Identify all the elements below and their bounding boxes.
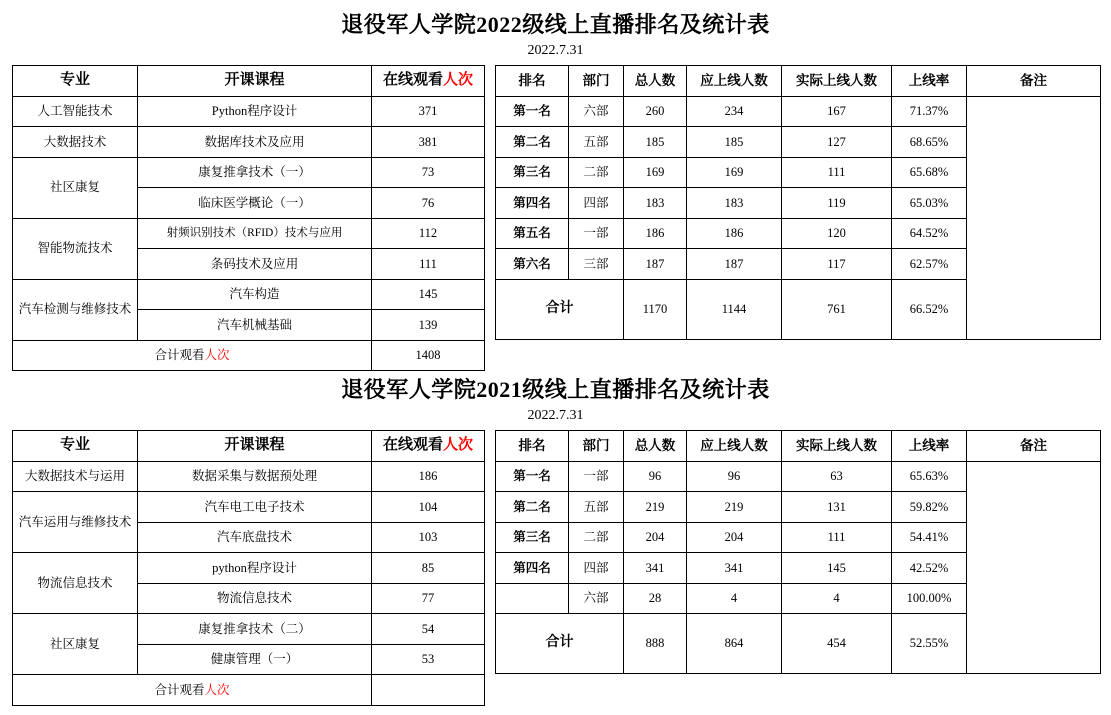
rank-label	[496, 583, 569, 614]
total-views-label-unit: 人次	[204, 348, 230, 363]
major-ai: 人工智能技术	[13, 96, 138, 127]
dept-name: 一部	[569, 218, 624, 249]
col-views-unit: 人次	[443, 437, 474, 454]
total-views-value	[372, 675, 485, 706]
major-bigdata: 大数据技术	[13, 127, 138, 158]
table-footer-row	[13, 675, 485, 706]
col-total: 总人数	[624, 431, 687, 462]
major-logistics-info: 物流信息技术	[13, 553, 138, 614]
major-smart-logistics: 智能物流技术	[13, 218, 138, 279]
summary-label: 合计	[496, 279, 624, 339]
table-row	[13, 614, 485, 645]
summary-rate: 66.52%	[892, 279, 967, 339]
total-people: 260	[624, 96, 687, 127]
views-count: 76	[372, 188, 485, 219]
actual-online: 145	[782, 553, 892, 584]
summary-label: 合计	[496, 614, 624, 674]
actual-online: 127	[782, 127, 892, 158]
course-name: 康复推拿技术（一）	[138, 157, 372, 188]
views-count: 54	[372, 614, 485, 645]
summary-actual: 761	[782, 279, 892, 339]
table-header-row	[13, 431, 485, 462]
should-online: 204	[687, 522, 782, 553]
actual-online: 117	[782, 249, 892, 280]
major-bigdata-application: 大数据技术与运用	[13, 461, 138, 492]
views-count: 112	[372, 218, 485, 249]
total-people: 185	[624, 127, 687, 158]
online-rate: 65.63%	[892, 461, 967, 492]
col-rank: 排名	[496, 431, 569, 462]
table-row	[13, 218, 485, 249]
course-name: 汽车构造	[138, 279, 372, 310]
dept-name: 二部	[569, 522, 624, 553]
course-name: 条码技术及应用	[138, 249, 372, 280]
total-views-value: 1408	[372, 340, 485, 371]
rank-label: 第三名	[496, 157, 569, 188]
total-people: 28	[624, 583, 687, 614]
total-people: 169	[624, 157, 687, 188]
rank-label: 第六名	[496, 249, 569, 280]
views-count: 103	[372, 522, 485, 553]
should-online: 183	[687, 188, 782, 219]
online-rate: 71.37%	[892, 96, 967, 127]
online-rate: 65.68%	[892, 157, 967, 188]
major-auto-maintenance: 汽车检测与维修技术	[13, 279, 138, 340]
course-name: 临床医学概论（一）	[138, 188, 372, 219]
table-header-row	[496, 431, 1101, 462]
col-note: 备注	[967, 66, 1101, 97]
rank-label: 第一名	[496, 96, 569, 127]
total-people: 219	[624, 492, 687, 523]
report-block-2021	[0, 365, 1111, 715]
actual-online: 119	[782, 188, 892, 219]
dept-name: 五部	[569, 127, 624, 158]
online-rate: 54.41%	[892, 522, 967, 553]
course-name: 数据库技术及应用	[138, 127, 372, 158]
col-views	[372, 431, 485, 462]
dept-name: 五部	[569, 492, 624, 523]
should-online: 187	[687, 249, 782, 280]
should-online: 186	[687, 218, 782, 249]
should-online: 4	[687, 583, 782, 614]
table-row	[13, 492, 485, 523]
rank-label: 第四名	[496, 188, 569, 219]
rank-label: 第三名	[496, 522, 569, 553]
course-name: 汽车底盘技术	[138, 522, 372, 553]
rank-label: 第四名	[496, 553, 569, 584]
col-views-unit: 人次	[443, 72, 474, 89]
col-major: 专业	[13, 431, 138, 462]
online-rate: 68.65%	[892, 127, 967, 158]
major-auto-application: 汽车运用与维修技术	[13, 492, 138, 553]
course-name: 物流信息技术	[138, 583, 372, 614]
views-count: 139	[372, 310, 485, 341]
summary-total: 1170	[624, 279, 687, 339]
should-online: 169	[687, 157, 782, 188]
dept-name: 四部	[569, 188, 624, 219]
total-views-label-text: 合计观看	[154, 682, 205, 697]
total-people: 96	[624, 461, 687, 492]
rank-label: 第二名	[496, 127, 569, 158]
ranking-table-2021	[495, 430, 1101, 674]
col-major: 专业	[13, 66, 138, 97]
page-subtitle-2021: 2022.7.31	[527, 408, 584, 423]
col-views-label: 在线观看	[382, 72, 443, 89]
table-row	[13, 96, 485, 127]
online-rate: 42.52%	[892, 553, 967, 584]
course-name: 汽车电工电子技术	[138, 492, 372, 523]
total-views-label-unit: 人次	[204, 682, 230, 697]
actual-online: 120	[782, 218, 892, 249]
should-online: 96	[687, 461, 782, 492]
should-online: 341	[687, 553, 782, 584]
dept-name: 六部	[569, 583, 624, 614]
course-name: 汽车机械基础	[138, 310, 372, 341]
views-count: 381	[372, 127, 485, 158]
online-rate: 62.57%	[892, 249, 967, 280]
total-people: 204	[624, 522, 687, 553]
online-rate: 65.03%	[892, 188, 967, 219]
col-actual-online: 实际上线人数	[782, 431, 892, 462]
col-course: 开课课程	[138, 431, 372, 462]
views-count: 111	[372, 249, 485, 280]
course-name: Python程序设计	[138, 96, 372, 127]
col-actual-online: 实际上线人数	[782, 66, 892, 97]
rank-label: 第二名	[496, 492, 569, 523]
table-row	[13, 461, 485, 492]
col-dept: 部门	[569, 66, 624, 97]
actual-online: 111	[782, 157, 892, 188]
summary-should: 864	[687, 614, 782, 674]
note-cell	[967, 461, 1101, 674]
table-header-row	[13, 66, 485, 97]
dept-name: 六部	[569, 96, 624, 127]
col-views	[372, 66, 485, 97]
page-subtitle-2022: 2022.7.31	[527, 43, 584, 58]
dept-name: 二部	[569, 157, 624, 188]
dept-name: 四部	[569, 553, 624, 584]
note-cell	[967, 96, 1101, 339]
summary-total: 888	[624, 614, 687, 674]
summary-rate: 52.55%	[892, 614, 967, 674]
actual-online: 4	[782, 583, 892, 614]
actual-online: 131	[782, 492, 892, 523]
should-online: 234	[687, 96, 782, 127]
courses-table-2021	[12, 430, 485, 706]
rank-label: 第一名	[496, 461, 569, 492]
actual-online: 63	[782, 461, 892, 492]
col-course: 开课课程	[138, 66, 372, 97]
summary-should: 1144	[687, 279, 782, 339]
ranking-table-2022	[495, 65, 1101, 340]
views-count: 104	[372, 492, 485, 523]
rank-label: 第五名	[496, 218, 569, 249]
col-rank: 排名	[496, 66, 569, 97]
actual-online: 167	[782, 96, 892, 127]
course-name: 数据采集与数据预处理	[138, 461, 372, 492]
col-online-rate: 上线率	[892, 66, 967, 97]
views-count: 73	[372, 157, 485, 188]
total-people: 186	[624, 218, 687, 249]
col-dept: 部门	[569, 431, 624, 462]
col-note: 备注	[967, 431, 1101, 462]
views-count: 77	[372, 583, 485, 614]
actual-online: 111	[782, 522, 892, 553]
dept-name: 一部	[569, 461, 624, 492]
online-rate: 59.82%	[892, 492, 967, 523]
views-count: 145	[372, 279, 485, 310]
table-row	[13, 127, 485, 158]
course-name: python程序设计	[138, 553, 372, 584]
total-people: 183	[624, 188, 687, 219]
major-community-rehab: 社区康复	[13, 614, 138, 675]
views-count: 371	[372, 96, 485, 127]
course-name: 射频识别技术（RFID）技术与应用	[138, 218, 372, 249]
online-rate: 64.52%	[892, 218, 967, 249]
views-count: 186	[372, 461, 485, 492]
col-views-label: 在线观看	[382, 437, 443, 454]
page-title-2021: 退役军人学院2021级线上直播排名及统计表	[341, 377, 770, 402]
summary-actual: 454	[782, 614, 892, 674]
total-people: 187	[624, 249, 687, 280]
table-row	[13, 279, 485, 310]
total-views-label-text: 合计观看	[154, 348, 205, 363]
table-row	[496, 96, 1101, 127]
col-should-online: 应上线人数	[687, 66, 782, 97]
table-row	[13, 553, 485, 584]
page-title-2022: 退役军人学院2022级线上直播排名及统计表	[341, 12, 770, 37]
table-row	[496, 461, 1101, 492]
major-community-rehab: 社区康复	[13, 157, 138, 218]
total-views-label	[13, 675, 372, 706]
tables-row-2021	[0, 430, 1111, 706]
col-should-online: 应上线人数	[687, 431, 782, 462]
total-people: 341	[624, 553, 687, 584]
online-rate: 100.00%	[892, 583, 967, 614]
course-name: 康复推拿技术（二）	[138, 614, 372, 645]
course-name: 健康管理（一）	[138, 644, 372, 675]
courses-table-2022	[12, 65, 485, 371]
table-header-row	[496, 66, 1101, 97]
should-online: 185	[687, 127, 782, 158]
col-total: 总人数	[624, 66, 687, 97]
views-count: 53	[372, 644, 485, 675]
col-online-rate: 上线率	[892, 431, 967, 462]
tables-row-2022	[0, 65, 1111, 371]
views-count: 85	[372, 553, 485, 584]
dept-name: 三部	[569, 249, 624, 280]
should-online: 219	[687, 492, 782, 523]
table-row	[13, 157, 485, 188]
